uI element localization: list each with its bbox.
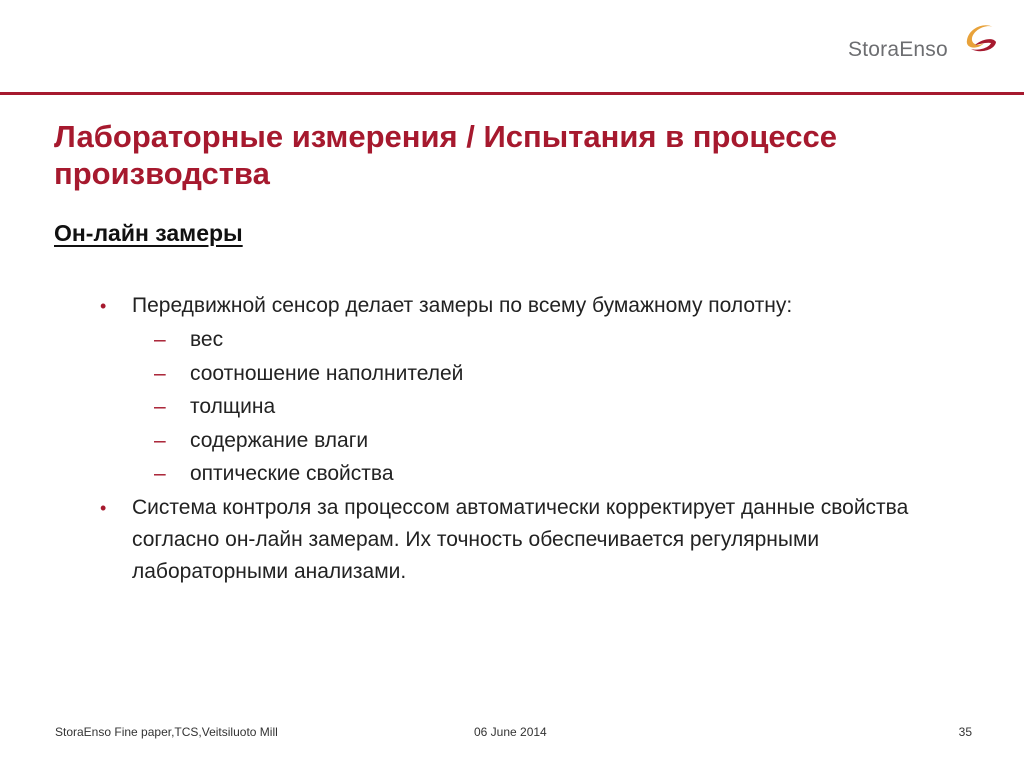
sub-bullet-text: вес — [190, 328, 224, 351]
sub-bullet-text: содержание влаги — [190, 428, 369, 452]
sub-bullet-item — [132, 390, 978, 424]
bullet-text: Система контроля за процессом автоматически корректирует данные свойства согласно он-лайн замерам. Их точность обеспечивается регулярными лабораторными анализами. — [132, 495, 909, 583]
dash-marker: – — [154, 428, 166, 452]
section-subtitle: Он-лайн замеры — [54, 220, 243, 246]
footer-source: StoraEnso Fine paper,TCS,Veitsiluoto Mill — [55, 725, 278, 739]
slide-title: Лабораторные измерения / Испытания в процессе производства — [54, 119, 837, 191]
bullet-item — [98, 290, 978, 491]
footer-date: 06 June 2014 — [474, 725, 547, 739]
bullet-marker: • — [100, 296, 107, 316]
logo-swirl-icon — [960, 20, 998, 54]
dash-marker: – — [154, 361, 166, 385]
sub-bullet-text: соотношение наполнителей — [190, 361, 464, 385]
bullet-text: Передвижной сенсор делает замеры по всему бумажному полотну: — [132, 294, 793, 317]
dash-marker: – — [154, 328, 166, 351]
sub-bullet-item — [132, 323, 978, 357]
logo-text: StoraEnso — [848, 38, 948, 61]
bullet-list — [98, 290, 978, 588]
bullet-item — [98, 492, 978, 588]
sub-bullet-item — [132, 457, 978, 491]
bullet-marker: • — [100, 497, 107, 518]
page-number: 35 — [958, 725, 972, 739]
sub-bullet-item — [132, 357, 978, 391]
header-divider — [0, 92, 1024, 95]
sub-bullet-list — [132, 323, 978, 491]
storaenso-logo — [848, 20, 998, 70]
dash-marker: – — [154, 395, 166, 418]
dash-marker: – — [154, 462, 166, 485]
sub-bullet-item — [132, 424, 978, 458]
sub-bullet-text: оптические свойства — [190, 462, 394, 485]
sub-bullet-text: толщина — [190, 395, 276, 418]
